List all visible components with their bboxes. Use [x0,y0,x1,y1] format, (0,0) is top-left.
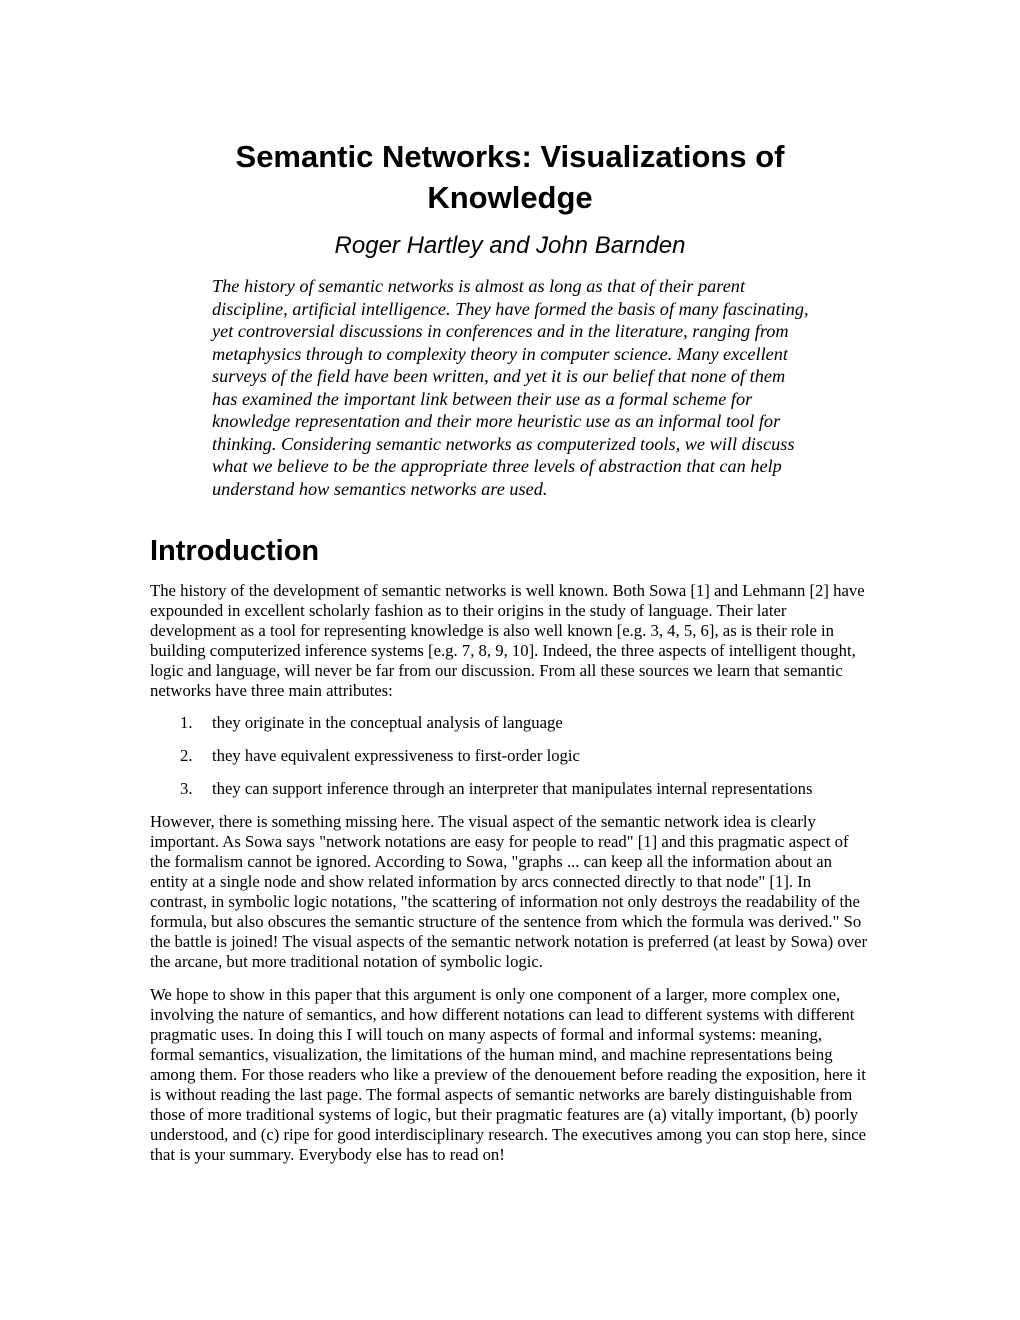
attributes-list-item-3: they can support inference through an interpreter that manipulates internal representations [212,779,813,798]
introduction-paragraph-2: However, there is something missing here. The visual aspect of the semantic network idea is clearly important. As Sowa says "network notations are easy for people to read" [1] and this pragmatic aspect of the formalism cannot be ignored. According to Sowa, "graphs ... can keep all the information about an entity at a single node and show related information by arcs connected directly to that node" [1]. In contrast, in symbolic logic notations, "the scattering of information not only destroys the readability of the formula, but also obscures the semantic structure of the sentence from which the formula was derived." So the battle is joined! The visual aspects of the semantic network notation is preferred (at least by Sowa) over the arcane, but more traditional notation of symbolic logic. [150,812,868,971]
paper-title [150,136,870,218]
paper-title-line-2: Knowledge [427,180,593,215]
abstract-paragraph: The history of semantic networks is almost as long as that of their parent discipline, artificial intelligence. They have formed the basis of many fascinating, yet controversial discussions in conferences and in the literature, ranging from metaphysics through to complexity theory in computer science. Many excellent surveys of the field have been written, and yet it is our belief that none of them has examined the important link between their use as a formal scheme for knowledge representation and their more heuristic use as an informal tool for thinking. Considering semantic networks as computerized tools, we will discuss what we believe to be the appropriate three levels of abstraction that can help understand how semantics networks are used. [212,276,809,499]
paper-title-line-1: Semantic Networks: Visualizations of [235,139,785,174]
attributes-list-item-1: they originate in the conceptual analysis of language [212,713,563,732]
author-byline: Roger Hartley and John Barnden [334,232,686,259]
attributes-list-item-2: they have equivalent expressiveness to first-order logic [212,746,580,765]
attributes-numbered-list [150,713,870,799]
introduction-paragraph-1: The history of the development of semantic networks is well known. Both Sowa [1] and Lehmann [2] have expounded in excellent scholarly fashion as to their origins in the study of language. Their later development as a tool for representing knowledge is also well known [e.g. 3, 4, 5, 6], as is their role in building computerized inference systems [e.g. 7, 8, 9, 10]. Indeed, the three aspects of intelligent thought, logic and language, will never be far from our discussion. From all these sources we learn that semantic networks have three main attributes: [150,581,865,700]
introduction-paragraph-3: We hope to show in this paper that this argument is only one component of a larger, more complex one, involving the nature of semantics, and how different notations can lead to different systems with different pragmatic uses. In doing this I will touch on many aspects of formal and informal systems: meaning, formal semantics, visualization, the limitations of the human mind, and machine representations being among them. For those readers who like a preview of the denouement before reading the exposition, here it is without reading the last page. The formal aspects of semantic networks are barely distinguishable from those of more traditional systems of logic, but their pragmatic features are (a) vitally important, (b) poorly understood, and (c) ripe for good interdisciplinary research. The executives among you can stop here, since that is your summary. Everybody else has to read on! [150,985,867,1164]
section-heading-introduction: Introduction [150,535,320,567]
